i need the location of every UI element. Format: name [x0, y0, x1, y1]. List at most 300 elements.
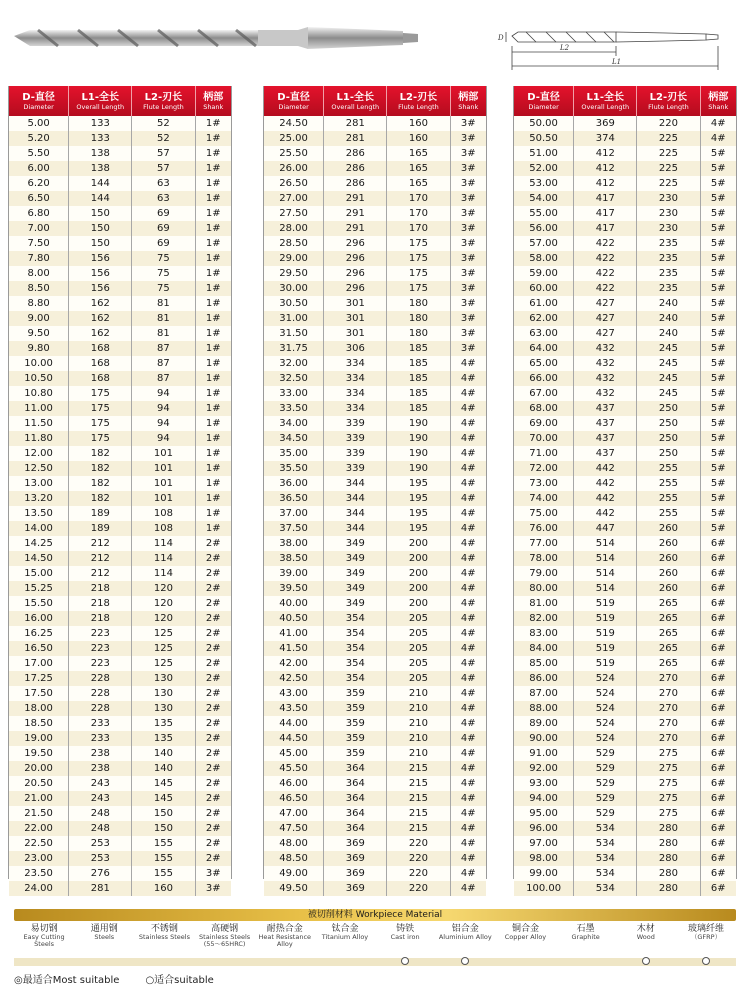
flute-length-cell: 260: [637, 566, 700, 581]
table-row: [9, 221, 231, 236]
shank-cell: 4#: [460, 463, 476, 474]
diameter-cell: 20.50: [9, 776, 69, 791]
table-row: [9, 866, 231, 881]
diameter-cell: 36.50: [264, 491, 324, 506]
shank-cell: 4#: [460, 838, 476, 849]
overall-length-cell: 422: [574, 251, 637, 266]
flute-length-cell: 280: [637, 851, 700, 866]
shank-cell: 2#: [205, 598, 221, 609]
diameter-cell: 78.00: [514, 551, 574, 566]
table-row: [264, 521, 486, 536]
overall-length-cell: 369: [324, 851, 387, 866]
shank-cell: 2#: [205, 703, 221, 714]
flute-length-cell: 63: [132, 191, 195, 206]
overall-length-cell: 437: [574, 401, 637, 416]
table-row: [264, 881, 486, 896]
overall-length-cell: 432: [574, 371, 637, 386]
overall-length-cell: 175: [69, 431, 132, 446]
table-row: [514, 671, 736, 686]
diameter-cell: 31.50: [264, 326, 324, 341]
table-row: [264, 806, 486, 821]
table-row: [9, 581, 231, 596]
overall-length-cell: 182: [69, 446, 132, 461]
flute-length-cell: 160: [387, 116, 450, 131]
shank-cell: 5#: [710, 193, 726, 204]
shank-cell: 5#: [710, 208, 726, 219]
overall-length-cell: 349: [324, 596, 387, 611]
diameter-cell: 13.00: [9, 476, 69, 491]
table-row: [9, 881, 231, 896]
shank-cell: 6#: [710, 598, 726, 609]
diameter-cell: 12.50: [9, 461, 69, 476]
flute-length-cell: 165: [387, 146, 450, 161]
diameter-cell: 64.00: [514, 341, 574, 356]
table-row: [264, 866, 486, 881]
table-row: [9, 491, 231, 506]
flute-length-cell: 205: [387, 611, 450, 626]
diameter-cell: 25.00: [264, 131, 324, 146]
diameter-cell: 45.50: [264, 761, 324, 776]
diameter-cell: 27.00: [264, 191, 324, 206]
table-row: [264, 236, 486, 251]
overall-length-cell: 228: [69, 671, 132, 686]
flute-length-cell: 210: [387, 731, 450, 746]
overall-length-cell: 334: [324, 401, 387, 416]
shank-cell: 6#: [710, 628, 726, 639]
diameter-cell: 32.00: [264, 356, 324, 371]
flute-length-cell: 75: [132, 266, 195, 281]
shank-cell: 5#: [710, 463, 726, 474]
diameter-cell: 29.50: [264, 266, 324, 281]
diameter-cell: 71.00: [514, 446, 574, 461]
shank-cell: 2#: [205, 688, 221, 699]
flute-length-cell: 225: [637, 176, 700, 191]
flute-length-cell: 120: [132, 596, 195, 611]
overall-length-cell: 442: [574, 476, 637, 491]
table-row: [9, 206, 231, 221]
shank-cell: 6#: [710, 658, 726, 669]
overall-length-cell: 374: [574, 131, 637, 146]
header-diameter: D-直径 Diameter: [9, 86, 69, 116]
diameter-cell: 24.50: [264, 116, 324, 131]
shank-cell: 4#: [460, 868, 476, 879]
material-name-zh: 石墨: [576, 924, 595, 934]
flute-length-cell: 108: [132, 506, 195, 521]
table-row: [264, 206, 486, 221]
diameter-cell: 38.00: [264, 536, 324, 551]
overall-length-cell: 162: [69, 311, 132, 326]
shank-cell: 5#: [710, 448, 726, 459]
shank-cell: 2#: [205, 718, 221, 729]
shank-cell: 5#: [710, 388, 726, 399]
overall-length-cell: 189: [69, 521, 132, 536]
diameter-cell: 39.50: [264, 581, 324, 596]
diameter-cell: 18.00: [9, 701, 69, 716]
flute-length-cell: 215: [387, 821, 450, 836]
shank-cell: 3#: [460, 133, 476, 144]
table-row: [9, 626, 231, 641]
overall-length-cell: 334: [324, 386, 387, 401]
diameter-cell: 26.50: [264, 176, 324, 191]
flute-length-cell: 160: [132, 881, 195, 896]
diameter-cell: 82.00: [514, 611, 574, 626]
overall-length-cell: 133: [69, 116, 132, 131]
table-row: [264, 671, 486, 686]
shank-cell: 3#: [460, 238, 476, 249]
overall-length-cell: 296: [324, 236, 387, 251]
diameter-cell: 44.00: [264, 716, 324, 731]
table-row: [9, 311, 231, 326]
flute-length-cell: 260: [637, 581, 700, 596]
flute-length-cell: 220: [387, 866, 450, 881]
material-name-en: Heat Resistance Alloy: [258, 933, 312, 948]
diameter-cell: 60.00: [514, 281, 574, 296]
overall-length-cell: 432: [574, 356, 637, 371]
table-row: [514, 296, 736, 311]
flute-length-cell: 185: [387, 371, 450, 386]
table-row: [514, 581, 736, 596]
overall-length-cell: 238: [69, 761, 132, 776]
diameter-cell: 10.50: [9, 371, 69, 386]
shank-cell: 5#: [710, 148, 726, 159]
shank-cell: 5#: [710, 238, 726, 249]
flute-length-cell: 155: [132, 836, 195, 851]
table-row: [514, 221, 736, 236]
shank-cell: 6#: [710, 643, 726, 654]
flute-length-cell: 195: [387, 476, 450, 491]
table-row: [9, 191, 231, 206]
overall-length-cell: 437: [574, 431, 637, 446]
diameter-cell: 42.00: [264, 656, 324, 671]
shank-cell: 5#: [710, 433, 726, 444]
diameter-cell: 20.00: [9, 761, 69, 776]
spec-table-2: [263, 86, 487, 894]
overall-length-cell: 344: [324, 521, 387, 536]
table-row: [264, 491, 486, 506]
table-header: [9, 86, 231, 116]
table-row: [264, 611, 486, 626]
diameter-cell: 51.00: [514, 146, 574, 161]
table-row: [264, 746, 486, 761]
overall-length-cell: 248: [69, 806, 132, 821]
overall-length-cell: 514: [574, 566, 637, 581]
overall-length-cell: 354: [324, 641, 387, 656]
table-row: [264, 311, 486, 326]
diameter-cell: 46.50: [264, 791, 324, 806]
diameter-cell: 74.00: [514, 491, 574, 506]
table-row: [9, 836, 231, 851]
overall-length-cell: 534: [574, 866, 637, 881]
header-shank: 柄部 Shank: [708, 91, 729, 111]
header-diameter: D-直径 Diameter: [514, 86, 574, 116]
material-name-en: Steels: [94, 933, 115, 941]
diameter-cell: 34.00: [264, 416, 324, 431]
overall-length-cell: 349: [324, 566, 387, 581]
table-row: [514, 791, 736, 806]
diameter-cell: 39.00: [264, 566, 324, 581]
shank-cell: 5#: [710, 358, 726, 369]
flute-length-cell: 280: [637, 866, 700, 881]
flute-length-cell: 265: [637, 611, 700, 626]
diameter-cell: 11.00: [9, 401, 69, 416]
shank-cell: 4#: [460, 448, 476, 459]
shank-cell: 3#: [460, 193, 476, 204]
material-item: [315, 924, 375, 974]
overall-length-cell: 138: [69, 146, 132, 161]
overall-length-cell: 150: [69, 206, 132, 221]
table-row: [9, 416, 231, 431]
diameter-cell: 26.00: [264, 161, 324, 176]
overall-length-cell: 156: [69, 266, 132, 281]
shank-cell: 4#: [460, 643, 476, 654]
shank-cell: 3#: [460, 223, 476, 234]
diameter-cell: 7.80: [9, 251, 69, 266]
shank-cell: 1#: [205, 493, 221, 504]
diameter-cell: 34.50: [264, 431, 324, 446]
diameter-cell: 100.00: [514, 881, 574, 896]
material-name-en: Wood: [636, 933, 655, 941]
label-l2: L2: [560, 44, 570, 52]
diameter-cell: 12.00: [9, 446, 69, 461]
flute-length-cell: 145: [132, 776, 195, 791]
material-item: [255, 924, 315, 974]
shank-cell: 1#: [205, 268, 221, 279]
legend-most: ◎最适合Most suitable: [14, 975, 120, 986]
table-row: [9, 371, 231, 386]
table-row: [9, 791, 231, 806]
table-row: [264, 641, 486, 656]
table-row: [264, 191, 486, 206]
shank-cell: 5#: [710, 478, 726, 489]
overall-length-cell: 228: [69, 686, 132, 701]
material-item: [556, 924, 616, 974]
table-row: [9, 461, 231, 476]
overall-length-cell: 534: [574, 821, 637, 836]
shank-cell: 5#: [710, 163, 726, 174]
shank-cell: 4#: [460, 688, 476, 699]
table-row: [514, 206, 736, 221]
diameter-cell: 89.00: [514, 716, 574, 731]
shank-cell: 6#: [710, 733, 726, 744]
shank-cell: 1#: [205, 343, 221, 354]
diameter-cell: 49.00: [264, 866, 324, 881]
flute-length-cell: 170: [387, 221, 450, 236]
diameter-cell: 90.00: [514, 731, 574, 746]
flute-length-cell: 265: [637, 596, 700, 611]
shank-cell: 4#: [460, 748, 476, 759]
flute-length-cell: 52: [132, 116, 195, 131]
table-row: [264, 476, 486, 491]
diameter-cell: 44.50: [264, 731, 324, 746]
diameter-cell: 38.50: [264, 551, 324, 566]
table-row: [264, 821, 486, 836]
overall-length-cell: 223: [69, 656, 132, 671]
diameter-cell: 31.75: [264, 341, 324, 356]
shank-cell: 2#: [205, 628, 221, 639]
material-name-zh: 易切钢: [30, 924, 58, 934]
table-row: [514, 611, 736, 626]
header-diameter: D-直径 Diameter: [264, 86, 324, 116]
flute-length-cell: 170: [387, 191, 450, 206]
flute-length-cell: 195: [387, 521, 450, 536]
overall-length-cell: 228: [69, 701, 132, 716]
shank-cell: 3#: [460, 163, 476, 174]
overall-length-cell: 281: [324, 131, 387, 146]
overall-length-cell: 162: [69, 326, 132, 341]
shank-cell: 6#: [710, 688, 726, 699]
flute-length-cell: 220: [387, 836, 450, 851]
diameter-cell: 21.00: [9, 791, 69, 806]
flute-length-cell: 185: [387, 401, 450, 416]
table-row: [514, 431, 736, 446]
table-row: [514, 116, 736, 131]
flute-length-cell: 180: [387, 311, 450, 326]
shank-cell: 2#: [205, 673, 221, 684]
table-row: [514, 491, 736, 506]
diameter-cell: 5.00: [9, 116, 69, 131]
table-row: [9, 551, 231, 566]
shank-cell: 5#: [710, 253, 726, 264]
diameter-cell: 85.00: [514, 656, 574, 671]
table-row: [9, 296, 231, 311]
shank-cell: 3#: [460, 343, 476, 354]
table-row: [9, 506, 231, 521]
shank-cell: 3#: [460, 208, 476, 219]
shank-cell: 5#: [710, 523, 726, 534]
overall-length-cell: 223: [69, 626, 132, 641]
overall-length-cell: 524: [574, 731, 637, 746]
diameter-cell: 6.00: [9, 161, 69, 176]
flute-length-cell: 180: [387, 326, 450, 341]
flute-length-cell: 255: [637, 461, 700, 476]
shank-cell: 4#: [460, 808, 476, 819]
material-name-en: Copper Alloy: [504, 933, 547, 941]
overall-length-cell: 529: [574, 761, 637, 776]
material-name-zh: 高硬钢: [211, 924, 239, 934]
shank-cell: 3#: [205, 883, 221, 894]
table-row: [264, 551, 486, 566]
shank-cell: 4#: [460, 538, 476, 549]
shank-cell: 1#: [205, 298, 221, 309]
diameter-cell: 63.00: [514, 326, 574, 341]
overall-length-cell: 339: [324, 461, 387, 476]
shank-cell: 1#: [205, 388, 221, 399]
shank-cell: 2#: [205, 763, 221, 774]
overall-length-cell: 422: [574, 266, 637, 281]
table-row: [514, 311, 736, 326]
flute-length-cell: 265: [637, 656, 700, 671]
table-row: [264, 431, 486, 446]
diameter-cell: 15.50: [9, 596, 69, 611]
shank-cell: 3#: [205, 868, 221, 879]
shank-cell: 4#: [460, 403, 476, 414]
flute-length-cell: 57: [132, 161, 195, 176]
flute-length-cell: 220: [387, 881, 450, 896]
table-row: [264, 251, 486, 266]
table-row: [264, 701, 486, 716]
material-name-zh: 铜合金: [511, 924, 539, 934]
shank-cell: 6#: [710, 538, 726, 549]
flute-length-cell: 101: [132, 491, 195, 506]
table-row: [264, 416, 486, 431]
shank-cell: 4#: [460, 853, 476, 864]
overall-length-cell: 133: [69, 131, 132, 146]
flute-length-cell: 245: [637, 356, 700, 371]
diameter-cell: 81.00: [514, 596, 574, 611]
material-item: [495, 924, 555, 974]
overall-length-cell: 437: [574, 416, 637, 431]
table-row: [264, 731, 486, 746]
diameter-cell: 94.00: [514, 791, 574, 806]
flute-length-cell: 255: [637, 506, 700, 521]
flute-length-cell: 94: [132, 431, 195, 446]
table-row: [514, 146, 736, 161]
table-row: [264, 626, 486, 641]
flute-length-cell: 235: [637, 236, 700, 251]
overall-length-cell: 427: [574, 311, 637, 326]
shank-cell: 4#: [460, 478, 476, 489]
overall-length-cell: 524: [574, 701, 637, 716]
shank-cell: 1#: [205, 508, 221, 519]
table-row: [9, 656, 231, 671]
table-row: [514, 506, 736, 521]
table-row: [264, 581, 486, 596]
label-d: D: [498, 34, 504, 42]
diameter-cell: 61.00: [514, 296, 574, 311]
overall-length-cell: 233: [69, 731, 132, 746]
flute-length-cell: 265: [637, 641, 700, 656]
shank-cell: 4#: [460, 493, 476, 504]
overall-length-cell: 339: [324, 416, 387, 431]
shank-cell: 5#: [710, 283, 726, 294]
table-row: [264, 116, 486, 131]
flute-length-cell: 185: [387, 341, 450, 356]
table-row: [514, 176, 736, 191]
shank-cell: 1#: [205, 118, 221, 129]
table-row: [264, 761, 486, 776]
diameter-cell: 14.00: [9, 521, 69, 536]
diameter-cell: 53.00: [514, 176, 574, 191]
flute-length-cell: 275: [637, 791, 700, 806]
overall-length-cell: 168: [69, 371, 132, 386]
table-row: [514, 191, 736, 206]
shank-cell: 4#: [460, 553, 476, 564]
overall-length-cell: 286: [324, 161, 387, 176]
diameter-cell: 15.00: [9, 566, 69, 581]
overall-length-cell: 182: [69, 491, 132, 506]
flute-length-cell: 235: [637, 281, 700, 296]
diameter-cell: 33.50: [264, 401, 324, 416]
diameter-cell: 46.00: [264, 776, 324, 791]
flute-length-cell: 240: [637, 311, 700, 326]
overall-length-cell: 514: [574, 551, 637, 566]
diameter-cell: 23.00: [9, 851, 69, 866]
overall-length-cell: 519: [574, 641, 637, 656]
flute-length-cell: 215: [387, 761, 450, 776]
overall-length-cell: 138: [69, 161, 132, 176]
table-row: [9, 596, 231, 611]
overall-length-cell: 417: [574, 221, 637, 236]
shank-cell: 5#: [710, 268, 726, 279]
flute-length-cell: 195: [387, 506, 450, 521]
diameter-cell: 17.25: [9, 671, 69, 686]
table-row: [9, 716, 231, 731]
flute-length-cell: 210: [387, 746, 450, 761]
table-row: [514, 236, 736, 251]
shank-cell: 4#: [460, 763, 476, 774]
diameter-cell: 13.20: [9, 491, 69, 506]
table-row: [514, 161, 736, 176]
